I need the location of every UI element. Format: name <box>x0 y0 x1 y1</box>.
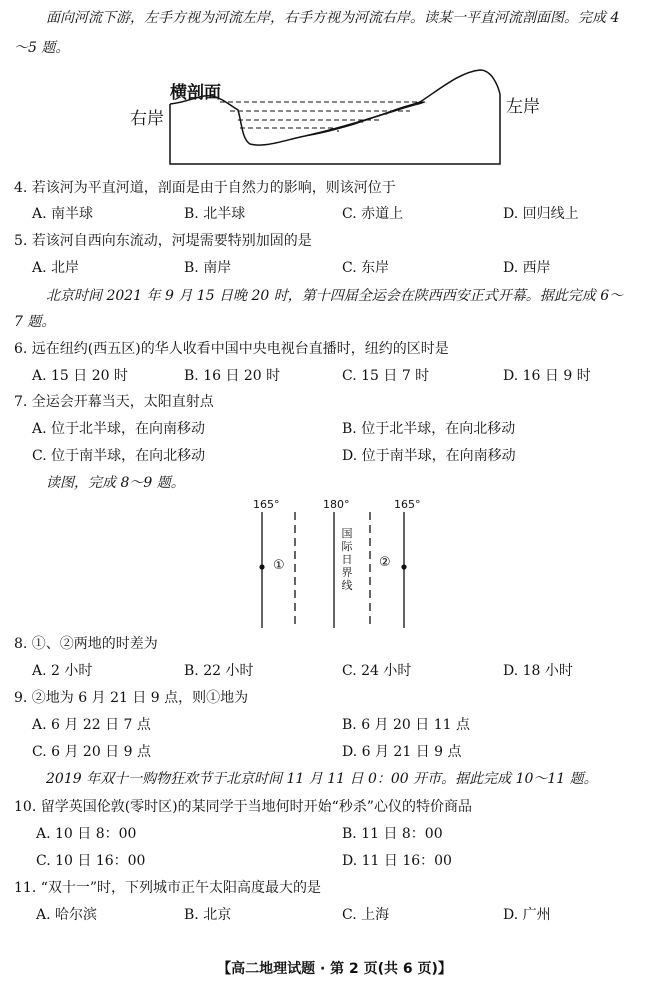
question-8-option-b[interactable]: B. 22 小时 <box>184 663 254 679</box>
question-5-stem: 5. 若该河自西向东流动，河堤需要特别加固的是 <box>14 233 312 249</box>
question-11-option-c[interactable]: C. 上海 <box>342 907 390 923</box>
intro-6-7-line1: 北京时间 2021 年 9 月 15 日晚 20 时，第十四届全运会在陕西西安正式开幕。据此完成 6～ <box>46 288 624 304</box>
question-10-option-d[interactable]: D. 11 日 16：00 <box>342 853 452 869</box>
question-4-option-a[interactable]: A. 南半球 <box>32 206 94 222</box>
question-4-option-d[interactable]: D. 回归线上 <box>503 206 579 222</box>
longitude-label-right: 165° <box>394 498 421 511</box>
question-5-option-b[interactable]: B. 南岸 <box>184 260 232 276</box>
question-10-option-b[interactable]: B. 11 日 8：00 <box>342 826 443 842</box>
longitude-label-left: 165° <box>253 498 280 511</box>
intro-4-5-line1: 面向河流下游，左手方视为河流左岸，右手方视为河流右岸。读某一平直河流剖面图。完成 4 <box>46 10 620 26</box>
question-10-option-c[interactable]: C. 10 日 16：00 <box>36 853 146 869</box>
question-7-option-b[interactable]: B. 位于北半球，在向北移动 <box>342 421 516 437</box>
question-7-stem: 7. 全运会开幕当天，太阳直射点 <box>14 394 214 410</box>
right-bank-label: 右岸 <box>130 109 164 129</box>
question-9-option-a[interactable]: A. 6 月 22 日 7 点 <box>32 717 151 733</box>
question-8-stem: 8. ①、②两地的时差为 <box>14 636 158 652</box>
intro-10-11: 2019 年双十一购物狂欢节于北京时间 11 月 11 日 0：00 开市。据此完成 10～11 题。 <box>46 771 598 787</box>
question-9-option-b[interactable]: B. 6 月 20 日 11 点 <box>342 717 470 733</box>
intro-6-7-line2: 7 题。 <box>14 314 56 330</box>
left-bank-label: 左岸 <box>506 97 540 117</box>
question-10-stem: 10. 留学英国伦敦(零时区)的某同学于当地何时开始“秒杀”心仪的特价商品 <box>14 799 472 815</box>
figure-title: 横剖面 <box>170 83 221 103</box>
question-6-option-b[interactable]: B. 16 日 20 时 <box>184 368 281 384</box>
question-10-option-a[interactable]: A. 10 日 8：00 <box>36 826 137 842</box>
intro-4-5-line2: ～5 题。 <box>14 40 70 56</box>
international-date-line-label: 国 际 日 界 线 <box>341 527 353 592</box>
question-9-option-d[interactable]: D. 6 月 21 日 9 点 <box>342 744 462 760</box>
question-6-option-a[interactable]: A. 15 日 20 时 <box>32 368 128 384</box>
page-footer: 【高二地理试题 · 第 2 页(共 6 页)】 <box>217 961 452 977</box>
question-7-option-a[interactable]: A. 位于北半球，在向南移动 <box>32 421 206 437</box>
question-8-option-c[interactable]: C. 24 小时 <box>342 663 412 679</box>
place-2-label: ② <box>379 555 391 570</box>
question-11-option-a[interactable]: A. 哈尔滨 <box>36 907 98 923</box>
question-4-option-b[interactable]: B. 北半球 <box>184 206 246 222</box>
place-1-label: ① <box>273 558 285 573</box>
question-4-stem: 4. 若该河为平直河道，剖面是由于自然力的影响，则该河位于 <box>14 180 396 196</box>
question-11-option-b[interactable]: B. 北京 <box>184 907 232 923</box>
question-5-option-d[interactable]: D. 西岸 <box>503 260 551 276</box>
question-9-option-c[interactable]: C. 6 月 20 日 9 点 <box>32 744 151 760</box>
question-8-option-d[interactable]: D. 18 小时 <box>503 663 573 679</box>
question-5-option-c[interactable]: C. 东岸 <box>342 260 390 276</box>
question-11-stem: 11. “双十一”时，下列城市正午太阳高度最大的是 <box>14 880 322 896</box>
question-5-option-a[interactable]: A. 北岸 <box>32 260 80 276</box>
question-9-stem: 9. ②地为 6 月 21 日 9 点，则①地为 <box>14 690 249 706</box>
question-6-stem: 6. 远在纽约(西五区)的华人收看中国中央电视台直播时，纽约的区时是 <box>14 341 449 357</box>
question-4-option-c[interactable]: C. 赤道上 <box>342 206 404 222</box>
question-11-option-d[interactable]: D. 广州 <box>503 907 551 923</box>
longitude-label-middle: 180° <box>323 498 350 511</box>
question-6-option-d[interactable]: D. 16 日 9 时 <box>503 368 591 384</box>
question-6-option-c[interactable]: C. 15 日 7 时 <box>342 368 430 384</box>
question-7-option-c[interactable]: C. 位于南半球，在向北移动 <box>32 448 206 464</box>
question-7-option-d[interactable]: D. 位于南半球，在向南移动 <box>342 448 516 464</box>
intro-8-9: 读图，完成 8～9 题。 <box>46 475 185 491</box>
question-8-option-a[interactable]: A. 2 小时 <box>32 663 93 679</box>
